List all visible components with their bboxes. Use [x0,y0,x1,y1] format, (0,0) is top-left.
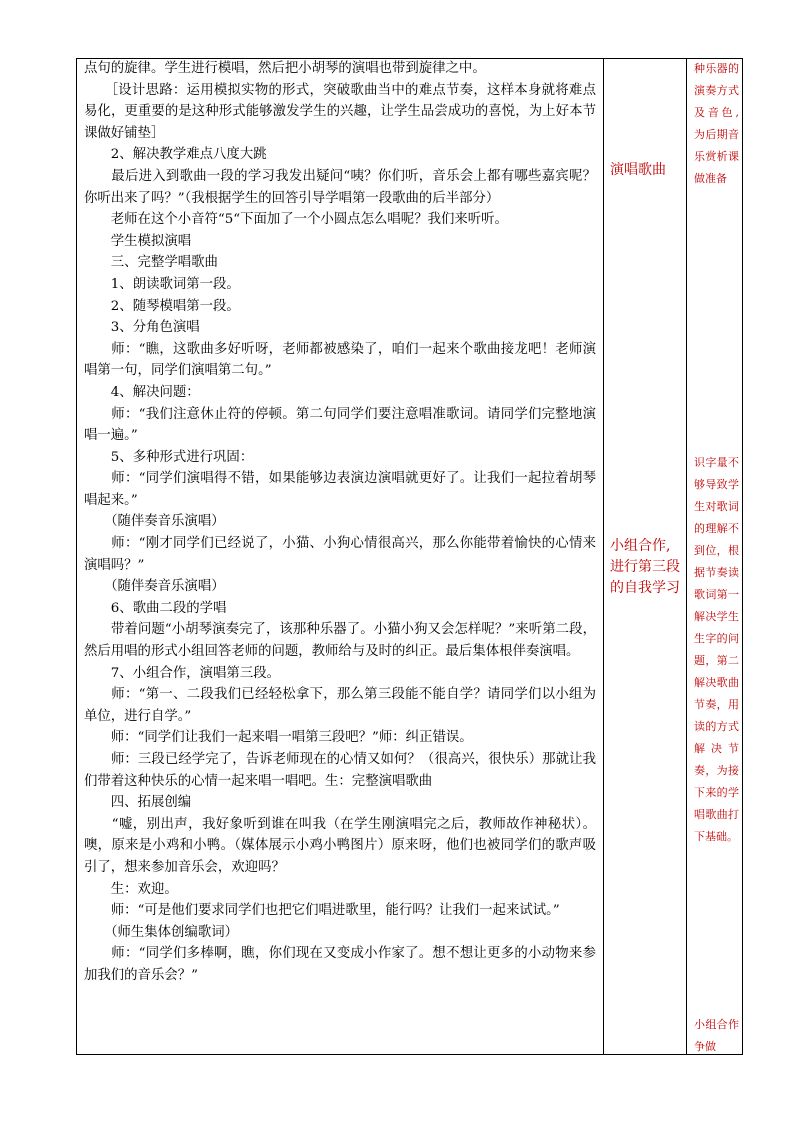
paragraph: 1、朗读歌词第一段。 [84,276,240,292]
paragraph: 三、完整学唱歌曲 [84,255,218,271]
paragraph: 师：“瞧，这歌曲多好听呀，老师都被感染了，咱们一起来个歌曲接龙吧！老师演唱第一句，同学们演唱第二句。” [84,341,596,379]
design-note: 小组合作争做 [694,1018,739,1053]
paragraph: 师：“同学们让我们一起来唱一唱第三段吧？”师：纠正错误。 [84,730,473,746]
paragraph: 学生模拟演唱 [84,233,192,249]
paragraph: 老师在这个小音符“5“下面加了一个小圆点怎么唱呢？我们来听听。 [84,212,508,228]
paragraph: 2、解决教学难点八度大跳 [84,147,267,163]
paragraph: 4、解决问题： [84,384,200,400]
paragraph: 7、小组合作，演唱第三段。 [84,665,280,681]
paragraph: （随伴奏音乐演唱） [84,514,225,530]
design-note: 种乐器的演奏方式及音色,为后期音乐赏析课做准备 [694,62,739,185]
paragraph: 师：“刚才同学们已经说了，小猫、小狗心情很高兴，那么你能带着愉快的心情来演唱吗？” [84,536,596,573]
paragraph: 师：“同学们演唱得不错，如果能够边表演边演唱就更好了。让我们一起拉着胡琴唱起来。” [84,471,596,508]
paragraph: 师：“同学们多棒啊，瞧，你们现在又变成小作家了。想不想让更多的小动物来参加我们的音乐会？” [84,946,596,983]
paragraph: 师：三段已经学完了，告诉老师现在的心情又如何？（很高兴，很快乐）那就让我们带着这种快乐的心情一起来唱一唱吧。生：完整演唱歌曲 [84,752,596,789]
column-divider [686,58,687,1055]
paragraph: 带着问题“小胡琴演奏完了，该那种乐器了。小猫小狗又会怎样呢？”来听第二段，然后用唱的形式小组回答老师的问题，教师给与及时的纠正。最后集体根伴奏演唱。 [84,622,596,660]
paragraph: 师：“我们注意休止符的停顿。第二句同学们要注意唱准歌词。请同学们完整地演唱一遍。” [84,406,596,444]
paragraph: “嘘，别出声，我好象听到谁在叫我（在学生刚演唱完之后，教师故作神秘状）。噢，原来是小鸡和小鸭。（媒体展示小鸡小鸭图片）原来呀，他们也被同学们的歌声吸引了，想来参加音乐会，欢迎吗？ [84,816,596,875]
paragraph: 2、随琴模唱第一段。 [84,298,240,314]
paragraph: ［设计思路：运用模拟实物的形式，突破歌曲当中的难点节奏，这样本身就将难点易化，更重要的是这种形式能够激发学生的兴趣，让学生品尝成功的喜悦，为上好本节课做好铺垫］ [84,82,596,141]
paragraph: 四、拓展创编 [84,795,192,811]
paragraph: 生：欢迎。 [84,881,178,897]
lesson-content [84,58,596,987]
paragraph: （师生集体创编歌词） [84,924,238,940]
activity-label-group: 小组合作,进行第三段的自我学习 [610,538,680,596]
paragraph: 师：“可是他们要求同学们也把它们唱进歌里，能行吗？让我们一起来试试。” [84,903,560,919]
paragraph: 5、多种形式进行巩固： [84,449,254,465]
paragraph: 点句的旋律。学生进行模唱，然后把小胡琴的演唱也带到旋律之中。 [84,61,486,76]
column-divider [603,58,604,1055]
paragraph: 3、分角色演唱 [84,320,200,336]
paragraph: （随伴奏音乐演唱） [84,579,225,595]
paragraph: 师：“第一、二段我们已经轻松拿下，那么第三段能不能自学？请同学们以小组为单位，进行自学。” [84,687,596,724]
activity-label-sing: 演唱歌曲 [610,162,666,178]
paragraph: 6、歌曲二段的学唱 [84,600,227,616]
paragraph: 最后进入到歌曲一段的学习我发出疑问“咦？你们听，音乐会上都有哪些嘉宾呢？你听出来了吗？”（我根据学生的回答引导学唱第一段歌曲的后半部分） [84,168,596,206]
design-note: 识字量不够导致学生对歌词的理解不到位，根据节奏读歌词第一解决学生生字的问题，第二解决歌曲节奏，用读的方式解决节奏，为接下来的学唱歌曲打下基础。 [694,456,739,843]
